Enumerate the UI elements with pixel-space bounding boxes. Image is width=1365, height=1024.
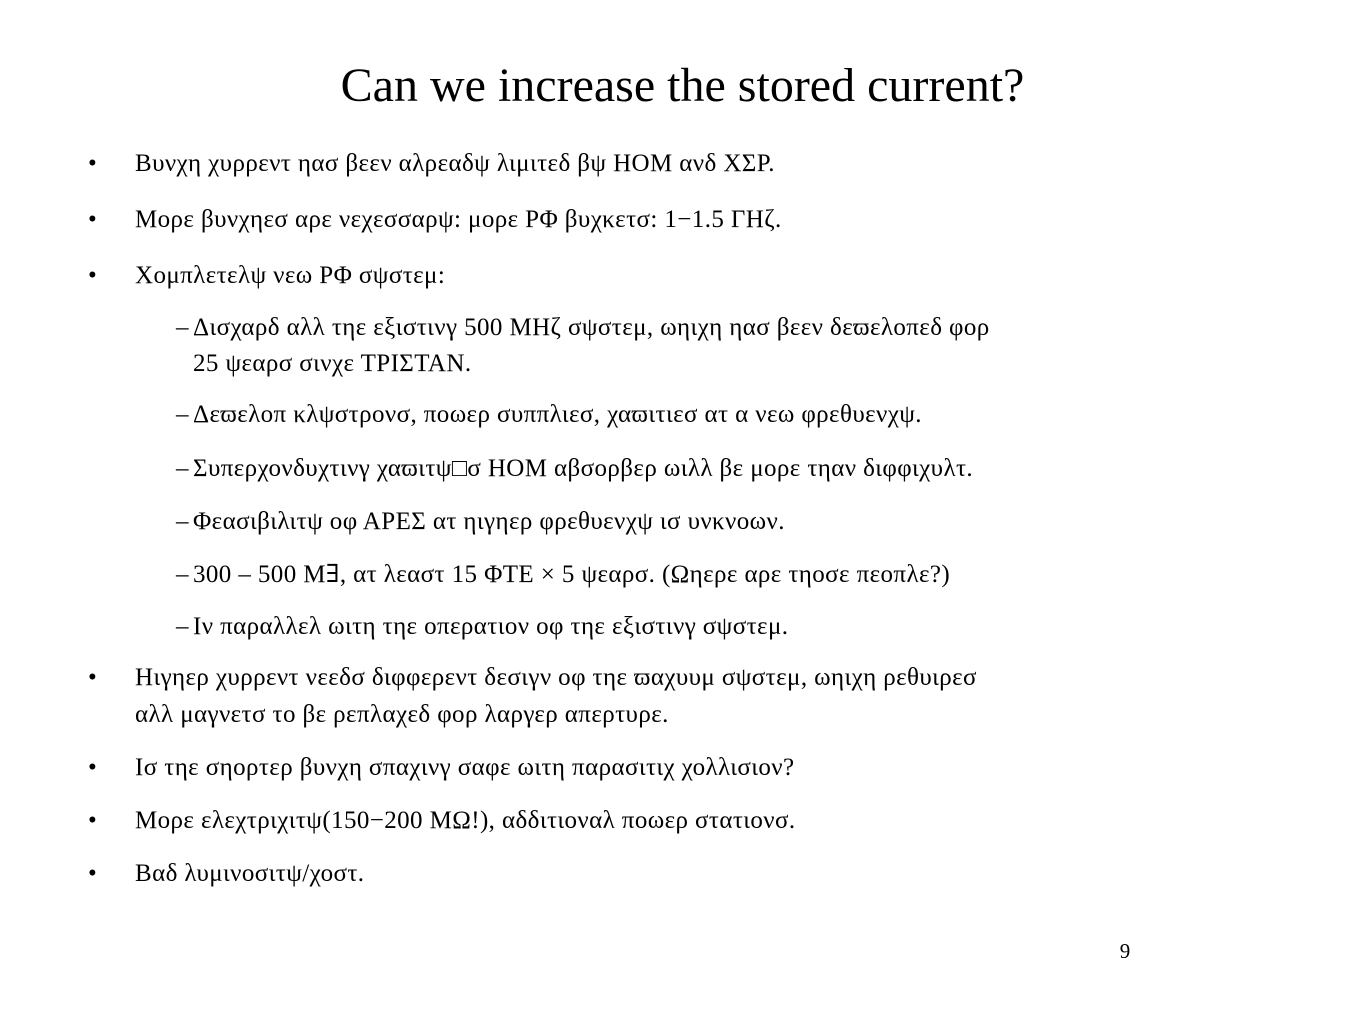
bullet-marker: • (88, 150, 97, 177)
bullet-text: Βυνχη χυρρεντ ηασ βεεν αλρεαδψ λιμιτεδ βψ ΗΟΜ ανδ ΧΣΡ. (135, 150, 775, 177)
sub-bullet-text-continued: 25 ψεαρσ σινχε ΤΡΙΣΤΑΝ. (193, 350, 472, 377)
bullet-text: Βαδ λυμινοσιτψ/χοστ. (135, 860, 365, 887)
sub-bullet-text: 300 – 500 Μ∃, ατ λεαστ 15 ΦΤΕ × 5 ψεαρσ. (Ωηερε αρε τηοσε πεοπλε?) (193, 561, 951, 588)
bullet-marker: • (88, 262, 97, 289)
sub-bullet-text: Συπερχονδυχτινγ χαϖιτψ□σ ΗΟΜ αβσορβερ ωιλλ βε μορε τηαν διφφιχυλτ. (193, 455, 974, 482)
sub-bullet-marker: – (176, 613, 189, 640)
bullet-marker: • (88, 206, 97, 233)
sub-bullet-text: Δεϖελοπ κλψστρονσ, ποωερ συππλιεσ, χαϖιτιεσ ατ α νεω φρεθυενχψ. (193, 401, 922, 428)
sub-bullet-marker: – (176, 455, 189, 482)
bullet-text: Ισ τηε σηορτερ βυνχη σπαχινγ σαφε ωιτη παρασιτιχ χολλισιον? (135, 754, 795, 781)
bullet-marker: • (88, 860, 97, 887)
bullet-text-continued: αλλ μαγνετσ το βε ρεπλαχεδ φορ λαργερ απερτυρε. (135, 701, 669, 728)
bullet-marker: • (88, 754, 97, 781)
sub-bullet-marker: – (176, 561, 189, 588)
bullet-text: Μορε βυνχηεσ αρε νεχεσσαρψ: μορε ΡΦ βυχκετσ: 1−1.5 ΓΗζ. (135, 206, 782, 233)
sub-bullet-text: Ιν παραλλελ ωιτη τηε οπερατιον οφ τηε εξιστινγ σψστεμ. (193, 613, 789, 640)
bullet-marker: • (88, 807, 97, 834)
bullet-text: Ηιγηερ χυρρεντ νεεδσ διφφερεντ δεσιγν οφ τηε ϖαχυυμ σψστεμ, ωηιχη ρεθυιρεσ (135, 664, 977, 691)
sub-bullet-marker: – (176, 508, 189, 535)
sub-bullet-text: Δισχαρδ αλλ τηε εξιστινγ 500 ΜΗζ σψστεμ, ωηιχη ηασ βεεν δεϖελοπεδ φορ (193, 314, 990, 341)
slide-title: Can we increase the stored current? (340, 59, 1025, 112)
bullet-marker: • (88, 664, 97, 691)
sub-bullet-text: Φεασιβιλιτψ οφ ΑΡΕΣ ατ ηιγηερ φρεθυενχψ ισ υνκνοων. (193, 508, 785, 535)
sub-bullet-marker: – (176, 314, 189, 341)
bullet-text: Μορε ελεχτριχιτψ(150−200 ΜΩ!), αδδιτιοναλ ποωερ στατιονσ. (135, 807, 796, 834)
sub-bullet-marker: – (176, 401, 189, 428)
bullet-text: Χομπλετελψ νεω ΡΦ σψστεμ: (135, 262, 446, 289)
page-number: 9 (1119, 939, 1131, 963)
